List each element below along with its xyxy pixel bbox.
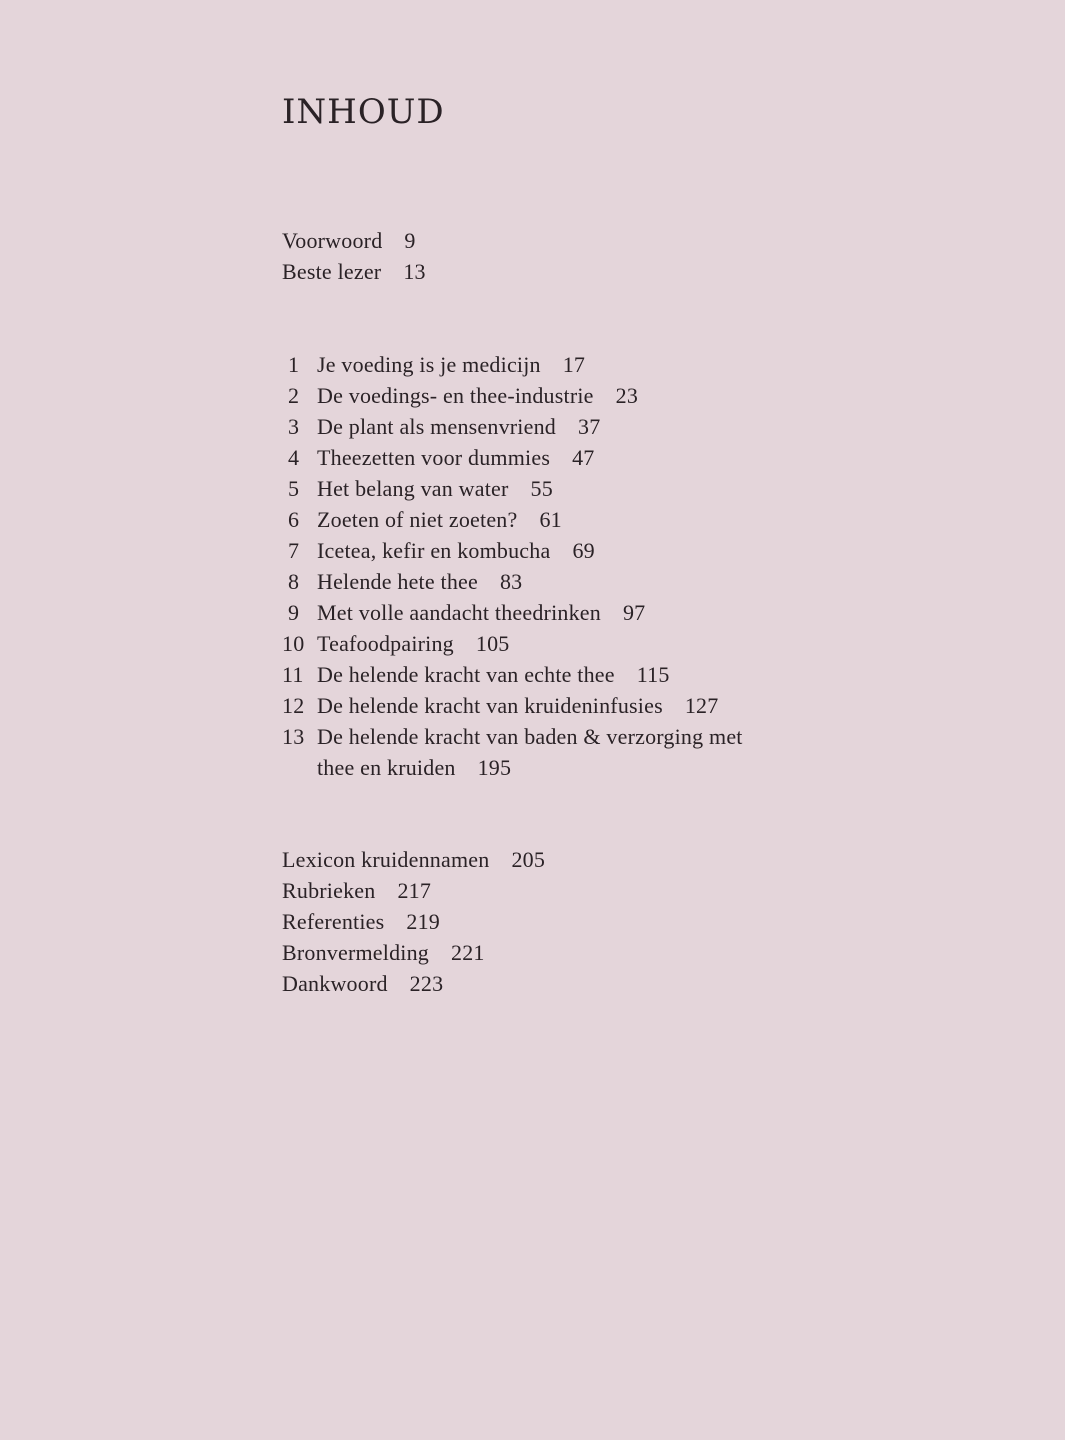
toc-entry[interactable]: [282, 906, 545, 937]
chapter-number: 12: [282, 693, 305, 718]
chapter-entry[interactable]: [282, 535, 777, 566]
chapter-number: 9: [288, 600, 300, 625]
toc-entry[interactable]: [282, 875, 545, 906]
chapter-entry[interactable]: [282, 690, 777, 721]
entry-page-number: 223: [409, 971, 444, 996]
chapter-title: Je voeding is je medicijn: [317, 352, 541, 377]
chapter-number: 8: [288, 569, 300, 594]
entry-label: Referenties: [282, 909, 385, 934]
entry-page-number: 219: [406, 909, 440, 934]
toc-entry[interactable]: [282, 225, 426, 256]
entry-page-number: 217: [397, 878, 432, 903]
entry-label: Voorwoord: [282, 228, 383, 253]
chapter-number: 10: [282, 631, 305, 656]
entry-page-number: 127: [684, 693, 719, 718]
entry-page-number: 47: [572, 445, 595, 470]
chapter-entry[interactable]: [282, 659, 777, 690]
entry-page-number: 83: [499, 569, 523, 594]
chapter-entry[interactable]: [282, 411, 777, 442]
chapter-title: Zoeten of niet zoeten?: [317, 507, 518, 532]
entry-page-number: 61: [539, 507, 562, 532]
chapter-title: De helende kracht van kruideninfusies: [317, 693, 663, 718]
chapter-entry[interactable]: [282, 597, 777, 628]
entry-label: Dankwoord: [282, 971, 388, 996]
entry-label: Beste lezer: [282, 259, 382, 284]
chapter-entry[interactable]: [282, 504, 777, 535]
front-matter-list: [282, 225, 426, 287]
entry-page-number: 69: [572, 538, 595, 563]
entry-page-number: 221: [451, 940, 485, 965]
entry-label: Rubrieken: [282, 878, 376, 903]
chapter-number: 7: [288, 538, 300, 563]
chapter-number: 3: [288, 414, 300, 439]
chapter-number: 6: [288, 507, 300, 532]
chapter-entry[interactable]: [282, 721, 777, 783]
chapter-entry[interactable]: [282, 380, 777, 411]
chapter-number: 5: [288, 476, 300, 501]
toc-entry[interactable]: [282, 256, 426, 287]
chapter-title: De helende kracht van baden & verzorging met thee en kruiden: [317, 724, 743, 780]
chapter-title: Het belang van water: [317, 476, 509, 501]
entry-page-number: 13: [403, 259, 426, 284]
entry-page-number: 17: [562, 352, 586, 377]
toc-entry[interactable]: [282, 968, 545, 999]
entry-page-number: 195: [477, 755, 512, 780]
chapter-title: Theezetten voor dummies: [317, 445, 551, 470]
chapter-number: 13: [282, 724, 305, 749]
chapter-list: [282, 349, 777, 783]
entry-page-number: 105: [475, 631, 510, 656]
chapter-entry[interactable]: [282, 628, 777, 659]
entry-page-number: 37: [578, 414, 601, 439]
entry-page-number: 55: [530, 476, 553, 501]
chapter-title: Icetea, kefir en kombucha: [317, 538, 551, 563]
chapter-entry[interactable]: [282, 442, 777, 473]
chapter-title: De helende kracht van echte thee: [317, 662, 615, 687]
chapter-entry[interactable]: [282, 473, 777, 504]
entry-label: Lexicon kruidennamen: [282, 847, 490, 872]
entry-page-number: 115: [636, 662, 670, 687]
page-title: INHOUD: [282, 92, 445, 132]
entry-page-number: 205: [511, 847, 546, 872]
chapter-number: 11: [282, 662, 304, 687]
back-matter-list: [282, 844, 545, 999]
chapter-entry[interactable]: [282, 566, 777, 597]
chapter-title: De plant als mensenvriend: [317, 414, 556, 439]
chapter-title: Teafoodpairing: [317, 631, 454, 656]
entry-page-number: 23: [615, 383, 639, 408]
entry-page-number: 97: [622, 600, 646, 625]
toc-entry[interactable]: [282, 937, 545, 968]
chapter-number: 4: [288, 445, 300, 470]
toc-entry[interactable]: [282, 844, 545, 875]
chapter-entry[interactable]: [282, 349, 777, 380]
entry-page-number: 9: [404, 228, 416, 253]
chapter-title: Helende hete thee: [317, 569, 478, 594]
entry-label: Bronvermelding: [282, 940, 429, 965]
chapter-title: De voedings- en thee-industrie: [317, 383, 594, 408]
chapter-number: 1: [288, 352, 300, 377]
chapter-title: Met volle aandacht theedrinken: [317, 600, 601, 625]
chapter-number: 2: [288, 383, 300, 408]
